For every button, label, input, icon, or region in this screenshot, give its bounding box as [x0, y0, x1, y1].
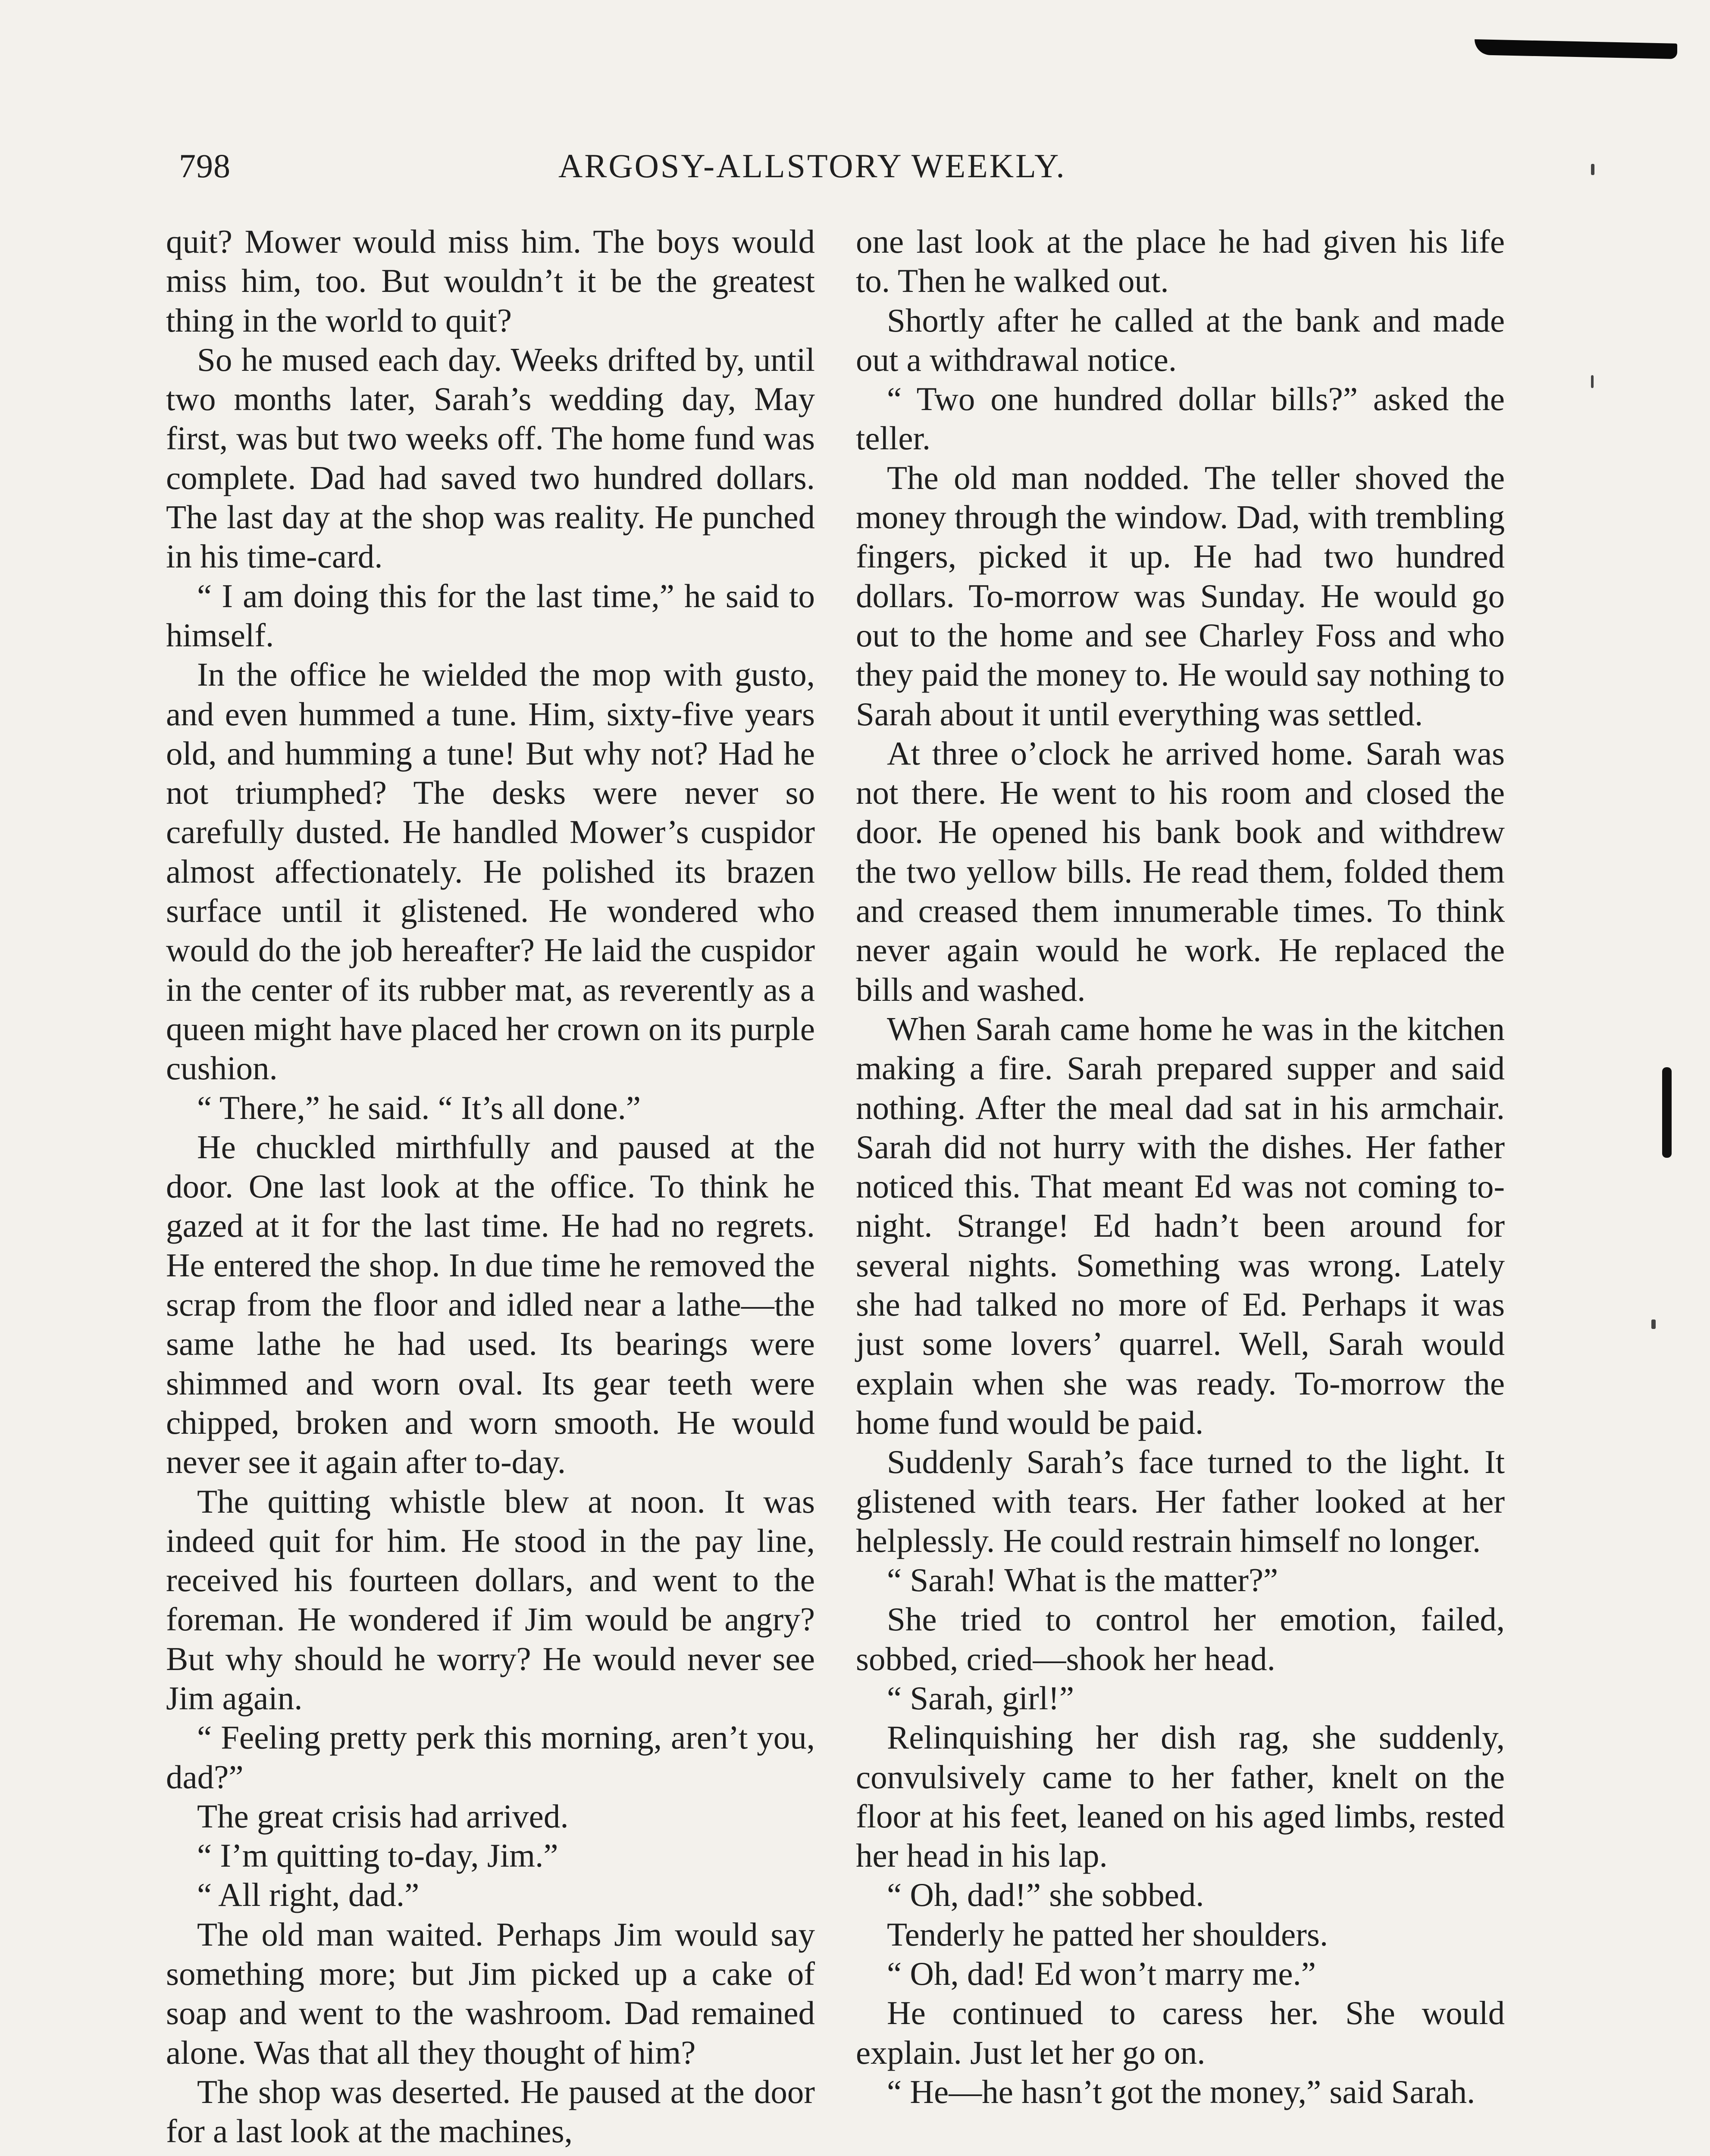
paragraph: “ Oh, dad! Ed won’t marry me.” — [887, 1955, 1316, 1993]
paragraph: Shortly after he called at the bank and made out a withdrawal notice. — [856, 301, 1505, 378]
paragraph: “ All right, dad.” — [197, 1876, 420, 1914]
paragraph: So he mused each day. Weeks drifted by, until two months later, Sarah’s wedding day, May first, was but two weeks off. The home fund was complete. Dad had saved two hundred dollars. The last day at the shop was reality. He punched in his time-card. — [166, 341, 815, 575]
paragraph: Relinquishing her dish rag, she suddenly, convulsively came to her father, knelt on the floor at his feet, leaned on his aged limbs, rested her head in his lap. — [856, 1719, 1505, 1874]
paragraph: The quitting whistle blew at noon. It was indeed quit for him. He stood in the pay line, received his fourteen dollars, and went to the foreman. He wondered if Jim would be angry? But why should he worry? He would never see Jim again. — [166, 1482, 815, 1717]
page-number: 798 — [179, 147, 231, 185]
paragraph: The old man waited. Perhaps Jim would say something more; but Jim picked up a cake of soap and went to the washroom. Dad remained alone. Was that all they thought of him? — [166, 1915, 815, 2071]
paragraph: At three o’clock he arrived home. Sarah was not there. He went to his room and closed the door. He opened his bank book and withdrew the two yellow bills. He read them, folded them and creased them innumerable times. To think never again would he work. He replaced the bills and washed. — [856, 734, 1505, 1008]
paragraph: When Sarah came home he was in the kitchen making a fire. Sarah prepared supper and said nothing. After the meal dad sat in his armchair. Sarah did not hurry with the dishes. Her father noticed this. That meant Ed was not coming to-night. Strange! Ed hadn’t been around for several nights. Something was wrong. Lately she had talked no more of Ed. Perhaps it was just some lovers’ quarrel. Well, Sarah would explain when she was ready. To-morrow the home fund would be paid. — [856, 1010, 1505, 1441]
text-column-right — [856, 222, 1505, 2112]
scan-edge-mark-top — [1475, 39, 1677, 59]
paragraph: The old man nodded. The teller shoved the money through the window. Dad, with trembling fingers, picked it up. He had two hundred dollars. To-morrow was Sunday. He would go out to the home and see Charley Foss and who they paid the money to. He would say nothing to Sarah about it until everything was settled. — [856, 459, 1505, 733]
scan-speck — [1591, 375, 1594, 388]
text-column-left — [166, 222, 815, 2151]
paragraph: The great crisis had arrived. — [197, 1797, 569, 1835]
paragraph: In the office he wielded the mop with gusto, and even hummed a tune. Him, sixty-five years old, and humming a tune! But why not? Had he not triumphed? The desks were never so carefully dusted. He handled Mower’s cuspidor almost affectionately. He polished its brazen surface until it glistened. He wondered who would do the job hereafter? He laid the cuspidor in the center of its rubber mat, as reverently as a queen might have placed her crown on its purple cushion. — [166, 656, 815, 1087]
paragraph: “ Two one hundred dollar bills?” asked the teller. — [856, 380, 1505, 457]
paragraph: “ Oh, dad!” she sobbed. — [887, 1876, 1204, 1914]
page-header — [170, 147, 1610, 203]
paragraph: The shop was deserted. He paused at the door for a last look at the machines, — [166, 2073, 815, 2150]
paragraph: He continued to caress her. She would explain. Just let her go on. — [856, 1994, 1505, 2071]
paragraph: Suddenly Sarah’s face turned to the light. It glistened with tears. Her father looked at her helplessly. He could restrain himself no longer. — [856, 1443, 1505, 1559]
paragraph: “ I am doing this for the last time,” he said to himself. — [166, 577, 815, 654]
paragraph: “ He—he hasn’t got the money,” said Sarah. — [887, 2073, 1475, 2110]
paragraph: “ Sarah, girl!” — [887, 1679, 1074, 1717]
paragraph: He chuckled mirthfully and paused at the door. One last look at the office. To think he gazed at it for the last time. He had no regrets. He entered the shop. In due time he removed the scrap from the floor and idled near a lathe—the same lathe he had used. Its bearings were shimmed and worn oval. Its gear teeth were chipped, broken and worn smooth. He would never see it again after to-day. — [166, 1128, 815, 1481]
paragraph: “ I’m quitting to-day, Jim.” — [197, 1837, 558, 1874]
paragraph: “ There,” he said. “ It’s all done.” — [197, 1089, 641, 1126]
paragraph: Tenderly he patted her shoulders. — [887, 1915, 1328, 1953]
scan-speck — [1651, 1319, 1656, 1329]
running-head: ARGOSY-ALLSTORY WEEKLY. — [558, 147, 1066, 185]
paragraph: one last look at the place he had given his life to. Then he walked out. — [856, 223, 1505, 300]
paragraph: quit? Mower would miss him. The boys would miss him, too. But wouldn’t it be the greatest thing in the world to quit? — [166, 223, 815, 339]
paragraph: She tried to control her emotion, failed, sobbed, cried—shook her head. — [856, 1601, 1505, 1677]
scan-edge-mark-right — [1662, 1067, 1672, 1158]
paragraph: “ Feeling pretty perk this morning, aren’t you, dad?” — [166, 1719, 815, 1796]
paragraph: “ Sarah! What is the matter?” — [887, 1561, 1278, 1599]
